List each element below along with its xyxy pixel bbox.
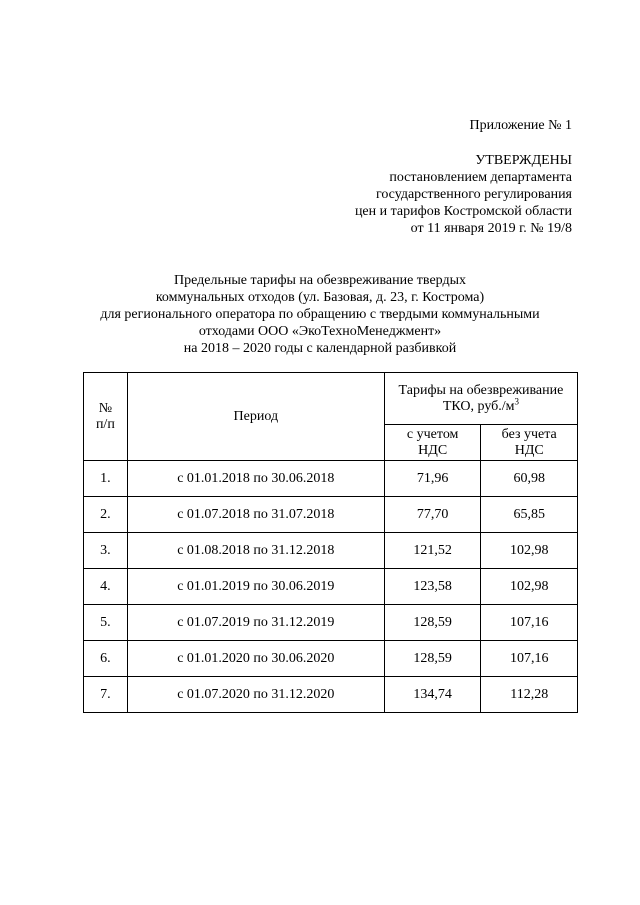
row-period: с 01.08.2018 по 31.12.2018 bbox=[127, 533, 384, 569]
row-with-vat: 134,74 bbox=[384, 677, 481, 713]
row-without-vat: 107,16 bbox=[481, 641, 578, 677]
table-row bbox=[84, 641, 578, 677]
annex-label: Приложение № 1 bbox=[469, 118, 572, 133]
row-with-vat: 71,96 bbox=[384, 461, 481, 497]
row-without-vat: 60,98 bbox=[481, 461, 578, 497]
header-with-vat-line-1: с учетом bbox=[406, 426, 459, 442]
header-tariffs-line-2 bbox=[388, 395, 574, 415]
tariffs-table bbox=[83, 372, 578, 713]
header-tariffs-unit: ТКО, руб./м bbox=[442, 398, 515, 414]
row-without-vat: 102,98 bbox=[481, 533, 578, 569]
header-number bbox=[84, 373, 128, 461]
row-number: 4. bbox=[84, 569, 128, 605]
table-row bbox=[84, 605, 578, 641]
row-period: с 01.07.2018 по 31.07.2018 bbox=[127, 497, 384, 533]
header-number-abbr: п/п bbox=[95, 416, 115, 432]
title-line-5: на 2018 – 2020 годы с календарной разбивкой bbox=[183, 341, 457, 356]
row-period: с 01.01.2020 по 30.06.2020 bbox=[127, 641, 384, 677]
header-number-symbol: № bbox=[98, 400, 113, 416]
title-line-4: отходами ООО «ЭкоТехноМенеджмент» bbox=[198, 324, 442, 339]
approved-label: УТВЕРЖДЕНЫ bbox=[475, 153, 572, 168]
row-without-vat: 107,16 bbox=[481, 605, 578, 641]
row-period: с 01.07.2020 по 31.12.2020 bbox=[127, 677, 384, 713]
row-number: 1. bbox=[84, 461, 128, 497]
row-with-vat: 77,70 bbox=[384, 497, 481, 533]
document-title bbox=[60, 272, 580, 357]
row-number: 2. bbox=[84, 497, 128, 533]
header-with-vat bbox=[384, 425, 481, 461]
header-with-vat-line-2: НДС bbox=[418, 442, 448, 458]
approval-line-4: от 11 января 2019 г. № 19/8 bbox=[410, 221, 572, 236]
table-header-row bbox=[84, 373, 578, 425]
table-row bbox=[84, 677, 578, 713]
header-tariffs-line-1: Тарифы на обезвреживание bbox=[398, 382, 564, 398]
table-row bbox=[84, 461, 578, 497]
approval-block bbox=[252, 117, 572, 237]
row-with-vat: 128,59 bbox=[384, 605, 481, 641]
row-number: 7. bbox=[84, 677, 128, 713]
approval-line-1: постановлением департамента bbox=[389, 170, 572, 185]
header-without-vat-line-2: НДС bbox=[514, 442, 544, 458]
approval-line-3: цен и тарифов Костромской области bbox=[354, 204, 572, 219]
title-line-1: Предельные тарифы на обезвреживание твердых bbox=[173, 273, 467, 288]
header-period: Период bbox=[127, 373, 384, 461]
row-number: 5. bbox=[84, 605, 128, 641]
row-period: с 01.01.2018 по 30.06.2018 bbox=[127, 461, 384, 497]
row-without-vat: 102,98 bbox=[481, 569, 578, 605]
row-without-vat: 65,85 bbox=[481, 497, 578, 533]
header-tariffs bbox=[384, 373, 577, 425]
row-period: с 01.01.2019 по 30.06.2019 bbox=[127, 569, 384, 605]
table-row bbox=[84, 569, 578, 605]
row-number: 6. bbox=[84, 641, 128, 677]
header-without-vat-line-1: без учета bbox=[501, 426, 557, 442]
row-period: с 01.07.2019 по 31.12.2019 bbox=[127, 605, 384, 641]
approval-line-2: государственного регулирования bbox=[375, 187, 572, 202]
title-line-2: коммунальных отходов (ул. Базовая, д. 23, г. Кострома) bbox=[155, 290, 485, 305]
row-with-vat: 121,52 bbox=[384, 533, 481, 569]
row-with-vat: 123,58 bbox=[384, 569, 481, 605]
table-row bbox=[84, 497, 578, 533]
header-tariffs-superscript: 3 bbox=[514, 395, 520, 406]
row-without-vat: 112,28 bbox=[481, 677, 578, 713]
title-line-3: для регионального оператора по обращению с твердыми коммунальными bbox=[100, 307, 540, 322]
table-row bbox=[84, 533, 578, 569]
header-without-vat bbox=[481, 425, 578, 461]
row-number: 3. bbox=[84, 533, 128, 569]
row-with-vat: 128,59 bbox=[384, 641, 481, 677]
